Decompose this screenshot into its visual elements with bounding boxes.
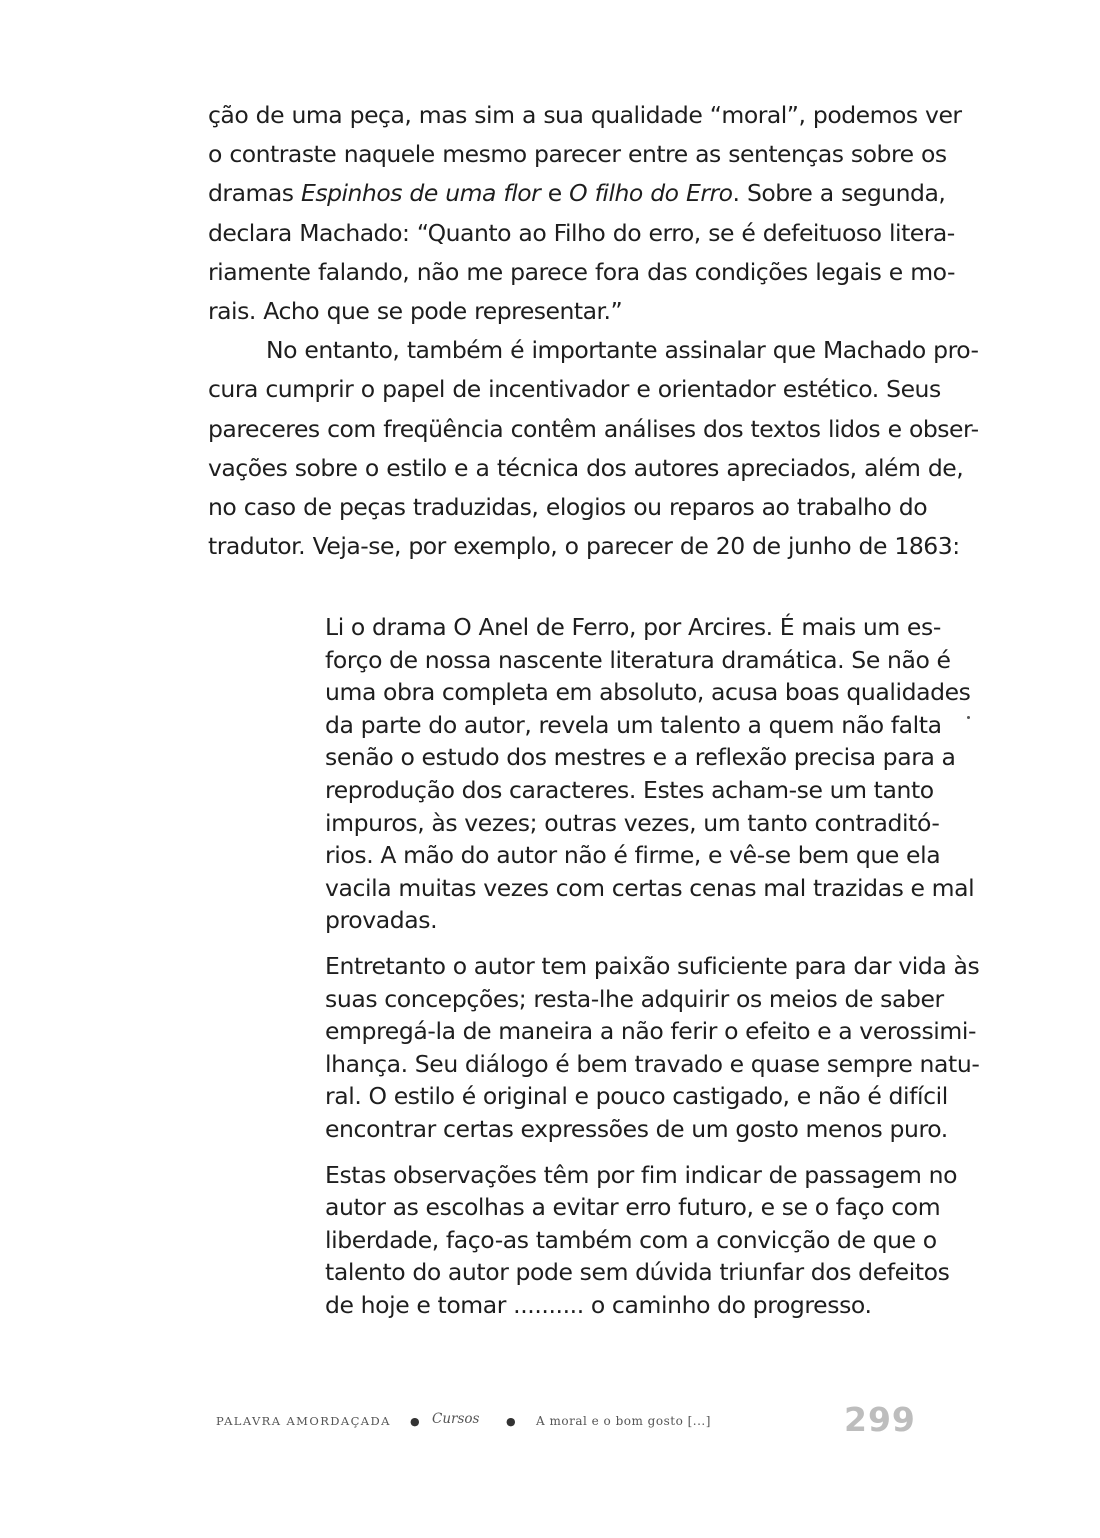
- body-line: cura cumprir o papel de incentivador e orientador estético. Seus: [208, 375, 941, 404]
- quote-paragraph: [325, 950, 980, 1146]
- page-number: 299: [844, 1400, 916, 1439]
- quote-line: de hoje e tomar .......... o caminho do progresso.: [325, 1290, 872, 1319]
- quote-line: da parte do autor, revela um talento a quem não falta: [325, 710, 942, 739]
- quote-line: Entretanto o autor tem paixão suficiente para dar vida às: [325, 951, 980, 980]
- quote-line: liberdade, faço-as também com a convicção de que o: [325, 1225, 937, 1254]
- body-line: vações sobre o estilo e a técnica dos autores apreciados, além de,: [208, 453, 964, 482]
- quote-line: ral. O estilo é original e pouco castigado, e não é difícil: [325, 1082, 948, 1111]
- body-line: declara Machado: “Quanto ao Filho do erro, se é defeituoso litera-: [208, 218, 955, 247]
- body-line: no caso de peças traduzidas, elogios ou reparos ao trabalho do: [208, 492, 928, 521]
- quote-line: Estas observações têm por fim indicar de passagem no: [325, 1160, 958, 1189]
- quote-line: talento do autor pode sem dúvida triunfar dos defeitos: [325, 1258, 950, 1287]
- quote-line: encontrar certas expressões de um gosto menos puro.: [325, 1114, 948, 1143]
- play-title-espinhos: Espinhos de uma flor: [301, 179, 541, 208]
- quote-line: impuros, às vezes; outras vezes, um tanto contraditó-: [325, 808, 940, 837]
- bullet-icon: ●: [410, 1415, 420, 1428]
- quote-line: forço de nossa nascente literatura dramática. Se não é: [325, 645, 951, 674]
- quote-line: suas concepções; resta-lhe adquirir os meios de saber: [325, 984, 944, 1013]
- quote-line: senão o estudo dos mestres e a reflexão precisa para a: [325, 743, 956, 772]
- quote-line: autor as escolhas a evitar erro futuro, e se o faço com: [325, 1193, 941, 1222]
- body-line: ção de uma peça, mas sim a sua qualidade “moral”, podemos ver: [208, 101, 962, 129]
- bullet-icon: ●: [506, 1415, 516, 1428]
- body-line: No entanto, também é importante assinalar que Machado pro-: [266, 336, 979, 365]
- quote-line: lhança. Seu diálogo é bem travado e quase sempre natu-: [325, 1049, 980, 1078]
- body-line: dramas Espinhos de uma flor e O filho do Erro. Sobre a segunda,: [208, 179, 946, 208]
- quote-line: reprodução dos caracteres. Estes acham-se um tanto: [325, 775, 934, 804]
- quote-line: vacila muitas vezes com certas cenas mal trazidas e mal: [325, 873, 975, 902]
- body-line: o contraste naquele mesmo parecer entre as sentenças sobre os: [208, 140, 947, 169]
- footer-chapter-title: A moral e o bom gosto [...]: [536, 1414, 711, 1428]
- body-text: [208, 96, 979, 566]
- quote-paragraph: [325, 1159, 958, 1322]
- quote-line: rios. A mão do autor não é firme, e vê-se bem que ela: [325, 841, 941, 870]
- footer-section-title: Cursos: [432, 1411, 480, 1427]
- page-footer: [216, 1400, 922, 1439]
- body-line: rais. Acho que se pode representar.”: [208, 296, 623, 325]
- quote-line: provadas.: [325, 906, 438, 935]
- body-line: riamente falando, não me parece fora das condições legais e mo-: [208, 257, 955, 286]
- quote-line: uma obra completa em absoluto, acusa boas qualidades: [325, 678, 971, 707]
- scan-speck: [967, 716, 970, 719]
- quote-paragraph: [325, 611, 975, 937]
- block-quote: [325, 611, 980, 1334]
- body-line: pareceres com freqüência contêm análises dos textos lidos e obser-: [208, 414, 979, 443]
- quote-line: empregá-la de maneira a não ferir o efeito e a verossimi-: [325, 1017, 977, 1046]
- body-line: tradutor. Veja-se, por exemplo, o parecer de 20 de junho de 1863:: [208, 532, 960, 561]
- quote-line: Li o drama O Anel de Ferro, por Arcires. É mais um es-: [325, 613, 941, 641]
- footer-book-title: PALAVRA AMORDAÇADA: [216, 1414, 391, 1428]
- play-title-filho-do-erro: O filho do Erro: [569, 179, 733, 208]
